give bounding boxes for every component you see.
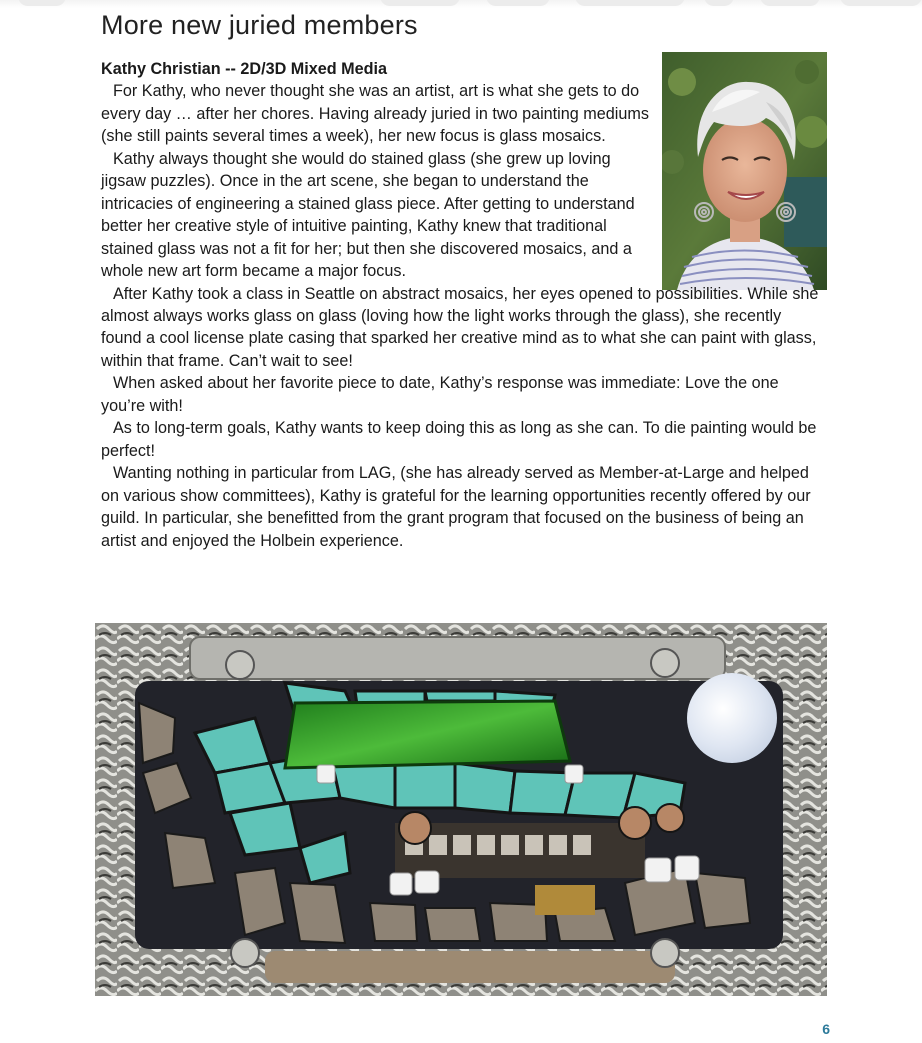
profile-paragraph: After Kathy took a class in Seattle on abstract mosaics, her eyes opened to possibilities. While she almost always works glass on glass (loving how the light works through the glass), she recently found a cool license plate casing that sparked her creative mind as to what she can paint with glass, within that frame. Can’t wait to see! xyxy=(101,284,819,370)
mosaic-artwork-photo xyxy=(95,623,827,996)
page-number: 6 xyxy=(822,1021,830,1037)
toolbar-pill[interactable] xyxy=(18,0,66,6)
toolbar-pill[interactable] xyxy=(704,0,734,6)
toolbar-pill[interactable] xyxy=(486,0,550,6)
member-name-heading: Kathy Christian -- 2D/3D Mixed Media xyxy=(101,60,388,78)
profile-paragraph: Wanting nothing in particular from LAG, (she has already served as Member-at-Large and helped on various show committees), Kathy is grateful for the learning opportunities recently offered by our guild. In particular, she benefitted from the grant program that focused on the business of being an artist and enjoyed the Holbein experience. xyxy=(101,464,811,550)
profile-paragraph: Kathy always thought she would do stained glass (she grew up loving jigsaw puzzles). Once in the art scene, she began to understand the intricacies of engineering a stained glass piece. After getting to understand better her creative style of intuitive painting, Kathy knew that traditional stained glass was not a fit for her; but then she discovered mosaics, and a whole new art form became a major focus. xyxy=(101,149,635,281)
page-title: More new juried members xyxy=(101,10,418,40)
toolbar-pill[interactable] xyxy=(840,0,922,6)
profile-paragraph: As to long-term goals, Kathy wants to keep doing this as long as she can. To die painting would be perfect! xyxy=(101,419,817,460)
viewer-top-strip xyxy=(0,0,922,8)
profile-paragraph: For Kathy, who never thought she was an artist, art is what she gets to do every day … after her chores. Having already juried in two painting mediums (she still paints several times a week), her new focus is glass mosaics. xyxy=(101,82,649,146)
toolbar-pill[interactable] xyxy=(380,0,460,6)
toolbar-pill[interactable] xyxy=(760,0,820,6)
member-profile-article xyxy=(101,58,821,552)
profile-paragraph: When asked about her favorite piece to date, Kathy’s response was immediate: Love the one you’re with! xyxy=(101,374,779,415)
toolbar-pill[interactable] xyxy=(575,0,685,6)
